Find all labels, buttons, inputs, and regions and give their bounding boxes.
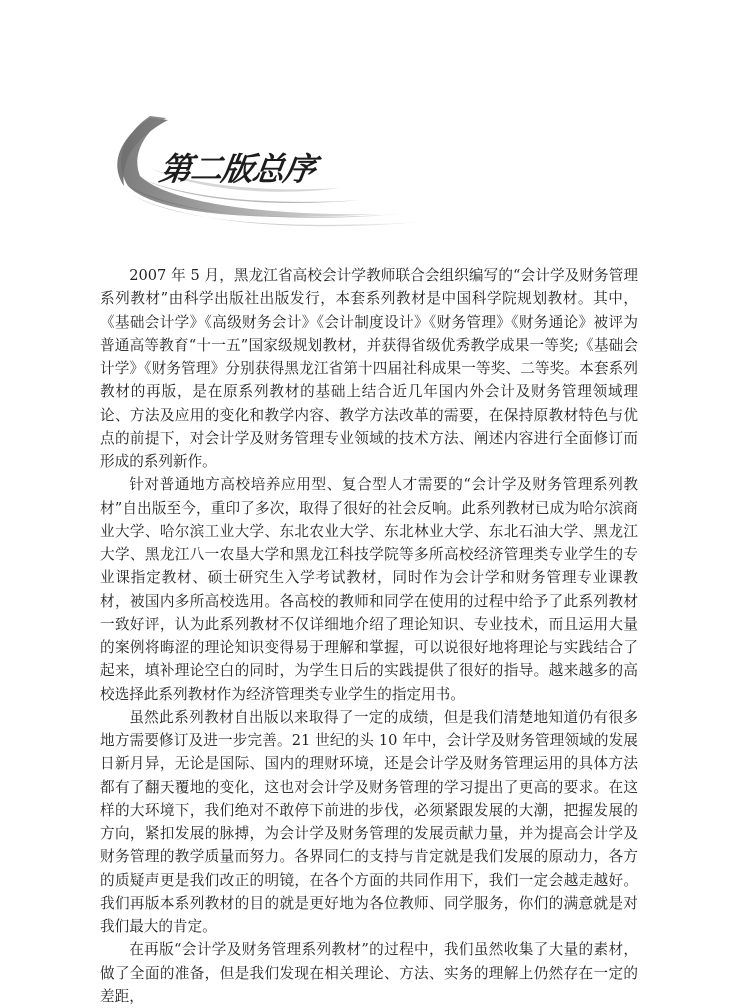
preface-body (100, 264, 638, 1008)
paragraph: 在再版“会计学及财务管理系列教材”的过程中，我们虽然收集了大量的素材，做了全面的准备，但是我们发现在相关理论、方法、实务的理解上仍然存在一定的差距， (100, 941, 638, 1005)
title-swoosh-graphic (0, 0, 729, 230)
paragraph: 针对普通地方高校培养应用型、复合型人才需要的“会计学及财务管理系列教材”自出版至今，重印了多次，取得了很好的社会反响。此系列教材已成为哈尔滨商业大学、哈尔滨工业大学、东北农业大学、东北林业大学、东北石油大学、黑龙江大学、黑龙江八一农垦大学和黑龙江科技学院等多所高校经济管理类专业学生的专业课指定教材、硕士研究生入学考试教材，同时作为会计学和财务管理专业课教材，被国内多所高校选用。各高校的教师和同学在使用的过程中给予了此系列教材一致好评，认为此系列教材不仅详细地介绍了理论知识、专业技术，而且运用大量的案例将晦涩的理论知识变得易于理解和掌握，可以说很好地将理论与实践结合了起来，填补理论空白的同时，为学生日后的实践提供了很好的指导。越来越多的高校选择此系列教材作为经济管理类专业学生的指定用书。 (100, 476, 638, 703)
paragraph: 虽然此系列教材自出版以来取得了一定的成绩，但是我们清楚地知道仍有很多地方需要修订及进一步完善。21 世纪的头 10 年中，会计学及财务管理领域的发展日新月异，无论是国际、国内的理财环境，还是会计学及财务管理运用的具体方法都有了翻天覆地的变化，这也对会计学及财务管理的学习提出了更高的要求。在这样的大环境下，我们绝对不敢停下前进的步伐，必须紧跟发展的大潮，把握发展的方向，紧扣发展的脉搏，为会计学及财务管理的发展贡献力量，并为提高会计学及财务管理的教学质量而努力。各界同仁的支持与肯定就是我们发展的原动力，各方的质疑声更是我们改正的明镜，在各个方面的共同作用下，我们一定会越走越好。我们再版本系列教材的目的就是更好地为各位教师、同学服务，你们的满意就是对我们最大的肯定。 (100, 708, 638, 935)
page-title: 第二版总序 (157, 150, 318, 188)
paragraph: 2007 年 5 月，黑龙江省高校会计学教师联合会组织编写的“会计学及财务管理系列教材”由科学出版社出版发行，本套系列教材是中国科学院规划教材。其中，《基础会计学》《高级财务会计》《会计制度设计》《财务管理》《财务通论》被评为普通高等教育“十一五”国家级规划教材，并获得省级优秀教学成果一等奖;《基础会计学》《财务管理》分别获得黑龙江省第十四届社科成果一等奖、二等奖。本套系列教材的再版，是在原系列教材的基础上结合近几年国内外会计及财务管理领域理论、方法及应用的变化和教学内容、教学方法改革的需要，在保持原教材特色与优点的前提下，对会计学及财务管理专业领域的技术方法、阐述内容进行全面修订而形成的系列新作。 (100, 267, 638, 470)
